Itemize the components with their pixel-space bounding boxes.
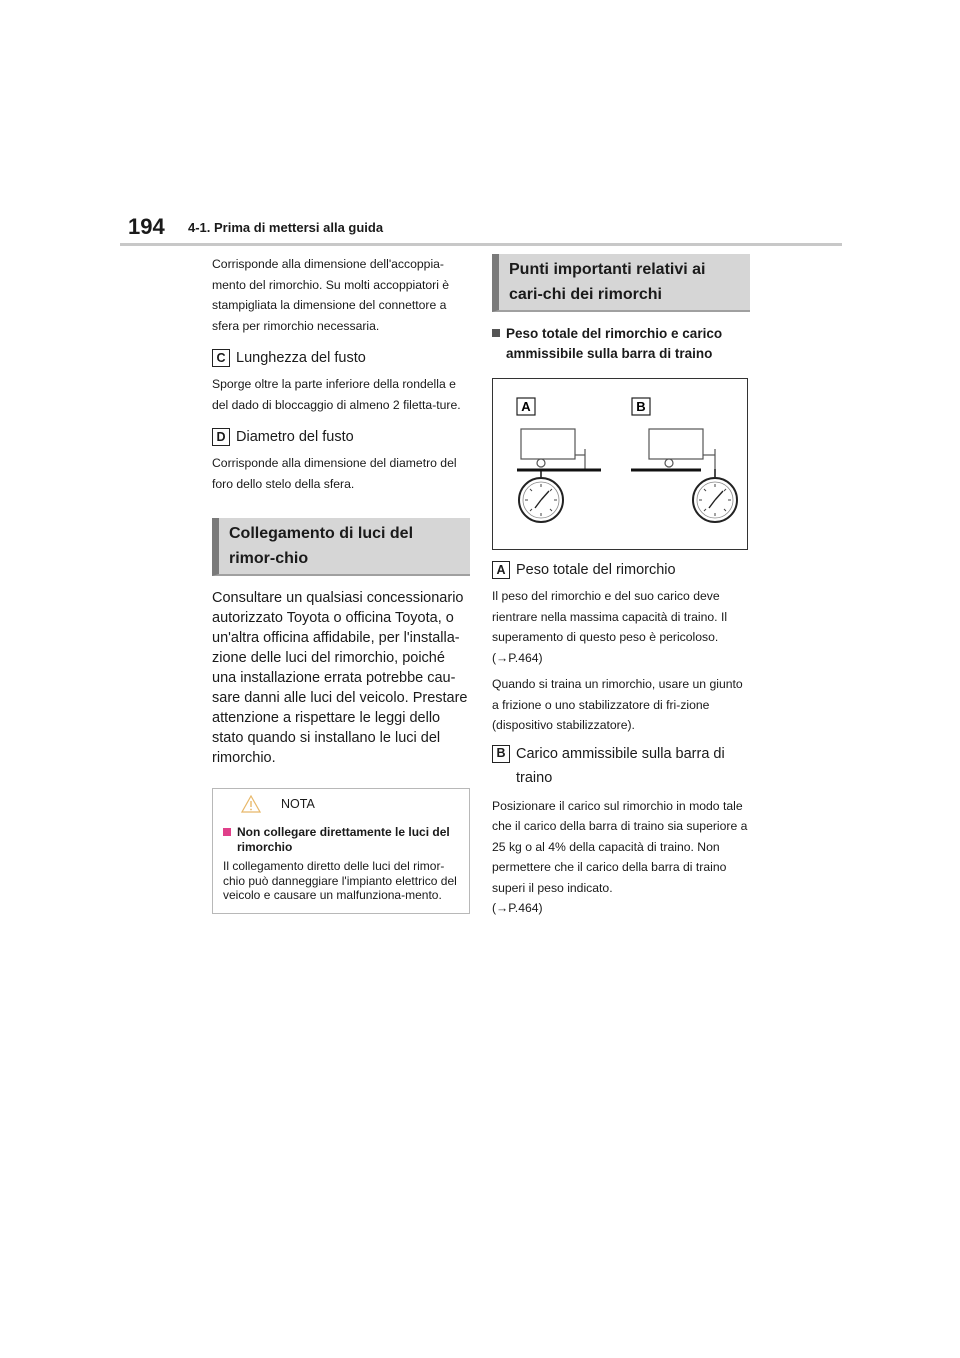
letter-c-badge: C <box>212 349 230 367</box>
intro-text: Corrisponde alla dimensione dell'accoppia-mento del rimorchio. Su molti accoppiatori è stampigliata la dimensione del connettore a sfera per rimorchio necessaria. <box>212 257 450 333</box>
note-header <box>223 795 459 813</box>
item-a-text1: Il peso del rimorchio e del suo carico deve rientrare nella massima capacità di traino. Il superamento di questo peso è pericoloso. <box>492 589 728 644</box>
item-b-label: Carico ammissibile sulla barra di traino <box>516 745 725 786</box>
square-bullet-icon <box>492 329 500 337</box>
item-a-heading <box>492 558 750 582</box>
item-c-text: Sporge oltre la parte inferiore della rondella e del dado di bloccaggio di almeno 2 filetta-ture. <box>212 377 461 412</box>
note-text: Il collegamento diretto delle luci del rimor-chio può danneggiare l'impianto elettrico del veicolo e causare un malfunziona-mento. <box>223 859 457 902</box>
letter-a-badge: A <box>492 561 510 579</box>
trailer-b <box>631 429 715 477</box>
note-title <box>223 825 459 855</box>
page-number: 194 <box>128 214 165 239</box>
loads-section-title: Punti importanti relativi ai cari-chi dei rimorchi <box>509 261 706 303</box>
item-a-text2: Quando si traina un rimorchio, usare un giunto a frizione o uno stabilizzatore di fri-zione (dispositivo stabilizzatore). <box>492 677 743 732</box>
scale-dial-b-icon <box>693 478 737 522</box>
note-title-text: Non collegare direttamente le luci del rimorchio <box>237 825 450 854</box>
right-column <box>492 254 750 919</box>
lights-section-title: Collegamento di luci del rimor-chio <box>229 525 414 567</box>
item-b-ref: (→P.464) <box>492 901 543 915</box>
item-c-heading <box>212 346 470 370</box>
item-b-heading <box>492 742 750 790</box>
item-d-label: Diametro del fusto <box>236 429 354 445</box>
item-d-text: Corrisponde alla dimensione del diametro del foro dello stelo della sfera. <box>212 456 457 491</box>
note-box <box>212 788 470 914</box>
note-label: NOTA <box>281 797 315 811</box>
section-title: 4-1. Prima di mettersi alla guida <box>188 220 384 235</box>
item-a-ref: (→P.464) <box>492 650 543 665</box>
scale-dial-a-icon <box>519 478 563 522</box>
item-d-heading <box>212 425 470 449</box>
letter-d-badge: D <box>212 428 230 446</box>
pink-square-icon <box>223 828 231 836</box>
trailer-scale-drawing <box>493 379 747 549</box>
lights-section-banner <box>212 518 470 576</box>
warning-icon <box>241 795 261 813</box>
weight-subheading-text: Peso totale del rimorchio e carico ammissibile sulla barra di traino <box>506 326 723 361</box>
item-a-label: Peso totale del rimorchio <box>516 562 676 578</box>
header-rule <box>120 243 842 246</box>
left-column <box>212 254 470 914</box>
figure-label-a: A <box>521 399 531 414</box>
lights-body-text: Consultare un qualsiasi concessionario autorizzato Toyota o officina Toyota, o un'altra officina affidabile, per l'installa-zione delle luci del rimorchio, poiché una installazione errata potrebbe cau-sare danni alle luci del veicolo. Prestare attenzione a rispettare le leggi dello stato quando si installano le luci del rimorchio. <box>212 590 468 766</box>
trailer-a <box>517 429 601 477</box>
weight-subheading <box>492 324 750 364</box>
figure-label-b: B <box>636 399 646 414</box>
loads-section-banner <box>492 254 750 312</box>
letter-b-badge: B <box>492 745 510 763</box>
item-c-label: Lunghezza del fusto <box>236 350 366 366</box>
trailer-scale-illustration <box>492 378 748 550</box>
item-b-text: Posizionare il carico sul rimorchio in modo tale che il carico della barra di traino sia superiore a 25 kg o al 4% della capacità di traino. Non permettere che il carico della barra di traino superi il peso indicato. <box>492 798 748 895</box>
